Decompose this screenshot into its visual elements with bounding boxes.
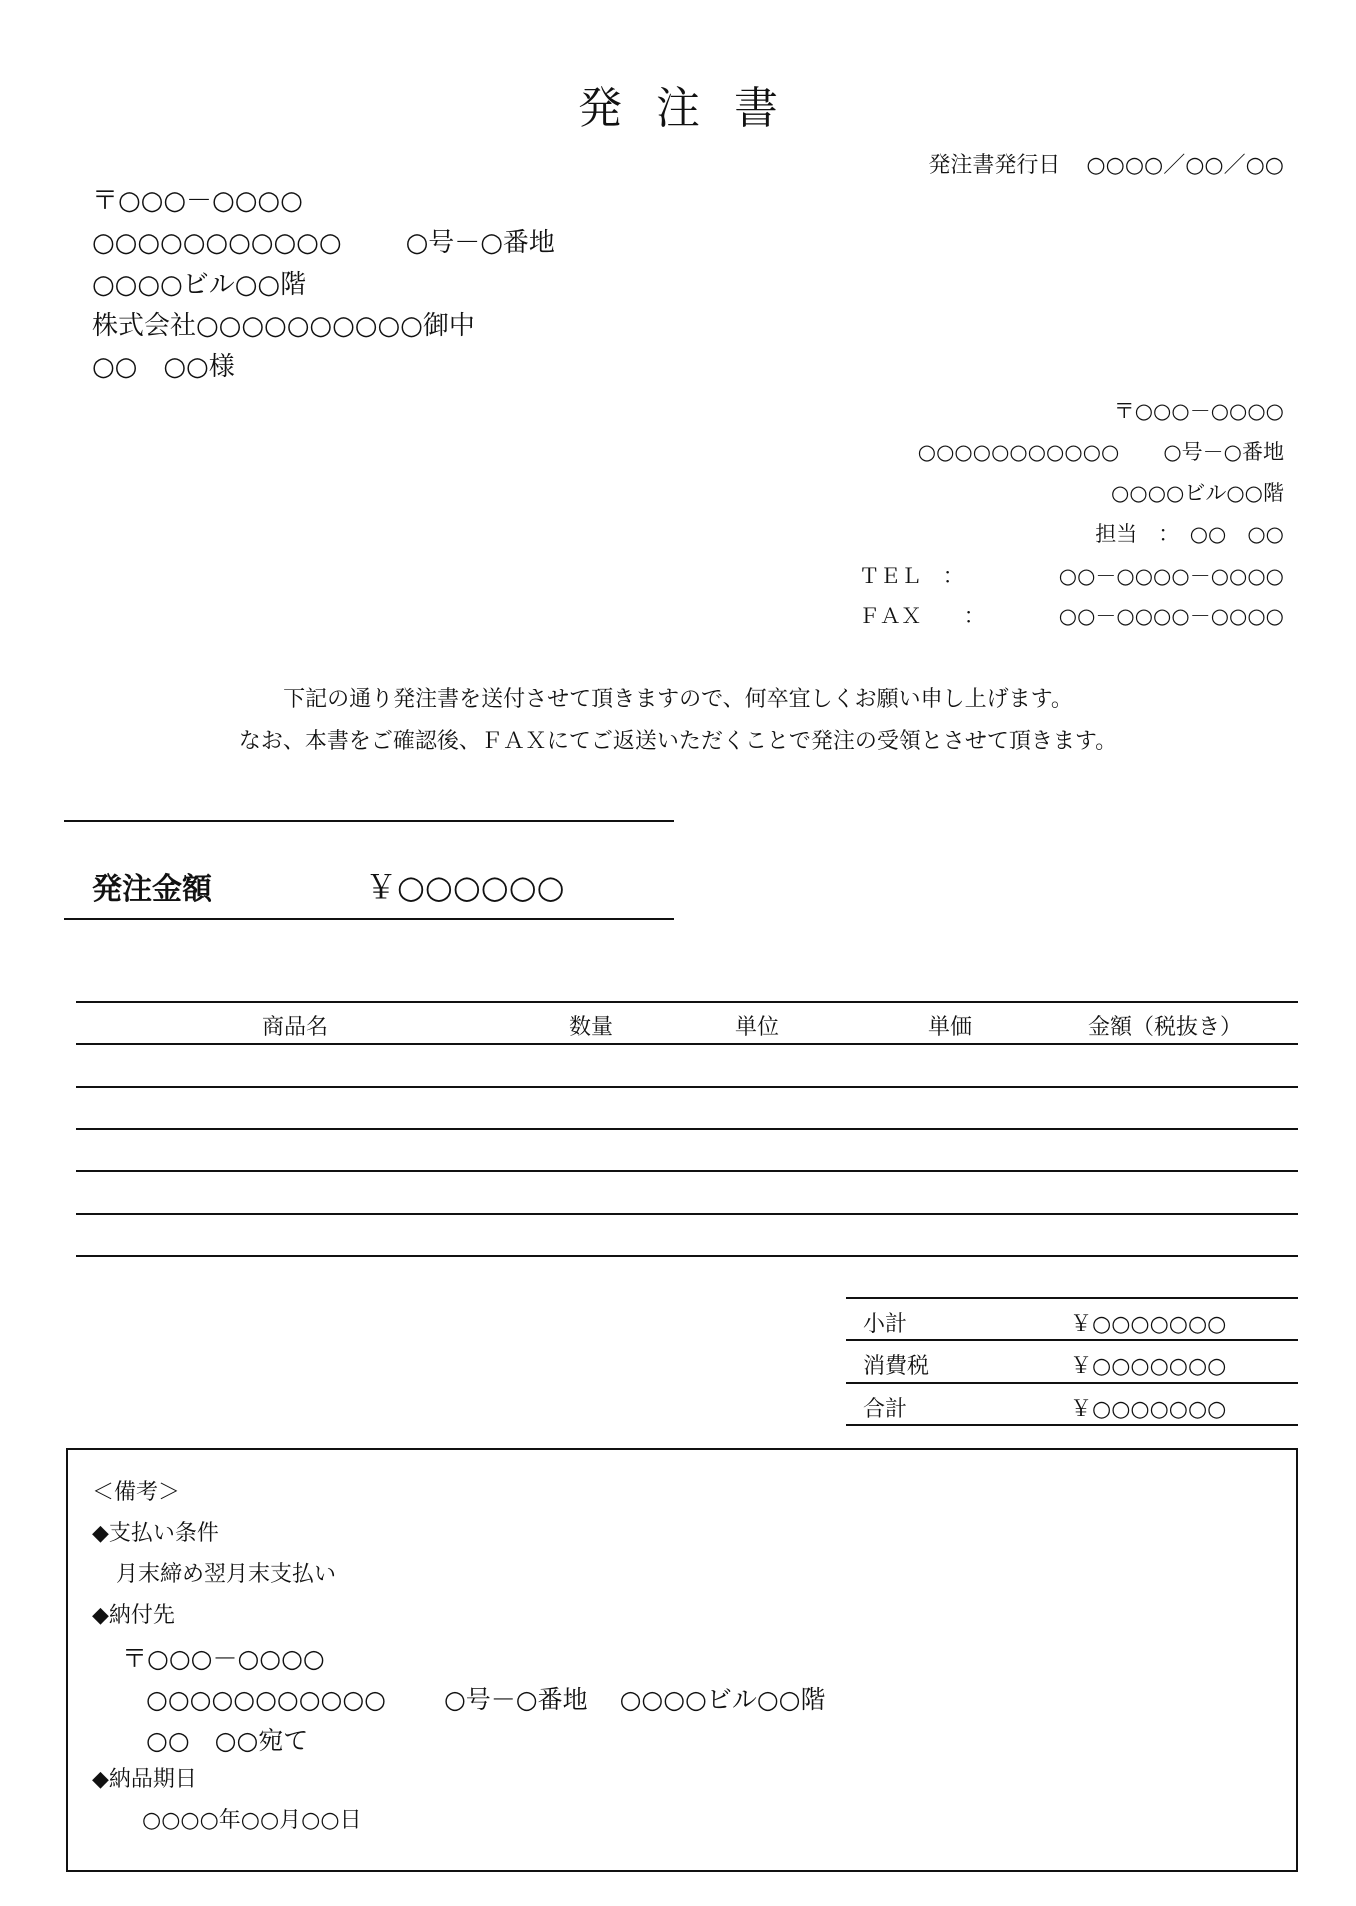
notes-delivery-address-a: ○○○○○○○○○○○: [146, 1685, 386, 1714]
summary-tax-value: ￥○○○○○○○: [1070, 1354, 1227, 1379]
summary-total-value: ￥○○○○○○○: [1070, 1397, 1227, 1422]
table-row-rule: [76, 1043, 1298, 1045]
notes-delivery-address: [146, 1680, 826, 1716]
recipient-address2: ○○○○ビル○○階: [92, 270, 307, 300]
amount-bottom-rule: [64, 918, 674, 920]
summary-total-label: 合計: [863, 1397, 908, 1422]
summary-rule: [846, 1297, 1298, 1299]
message-line2: なお、本書をご確認後、ＦＡＸにてご返送いただくことで発注の受領とさせて頂きます。: [238, 729, 1118, 754]
recipient-person: ○○ ○○様: [92, 352, 235, 382]
order-amount-label: 発注金額: [92, 872, 212, 907]
document-title: 発注書: [578, 83, 812, 134]
notes-date-title: ◆納品期日: [92, 1767, 197, 1792]
summary-rule: [846, 1339, 1298, 1341]
recipient-postal: 〒○○○－○○○○: [92, 186, 303, 216]
table-top-rule: [76, 1001, 1298, 1003]
sender-address1b: ○号－○番地: [1163, 440, 1284, 464]
notes-delivery-date: ○○○○年○○月○○日: [142, 1808, 362, 1833]
message-line1: 下記の通り発注書を送付させて頂きますので、何卒宜しくお願い申し上げます。: [283, 687, 1073, 712]
summary-subtotal-label: 小計: [863, 1312, 908, 1337]
notes-payment-terms: 月末締め翌月末支払い: [116, 1562, 337, 1587]
notes-payment-title: ◆支払い条件: [92, 1521, 219, 1546]
notes-delivery-title: ◆納付先: [92, 1603, 175, 1628]
summary-tax-label: 消費税: [863, 1354, 930, 1379]
table-row-rule: [76, 1255, 1298, 1257]
notes-delivery-address-b: ○号－○番地: [443, 1685, 588, 1714]
summary-subtotal-value: ￥○○○○○○○: [1070, 1312, 1227, 1337]
notes-delivery-postal: 〒○○○－○○○○: [122, 1644, 325, 1673]
issue-date-row: [928, 148, 1284, 179]
table-row-rule: [76, 1170, 1298, 1172]
notes-heading: ＜備考＞: [92, 1480, 181, 1505]
recipient-company: 株式会社○○○○○○○○○○御中: [92, 311, 475, 341]
sender-address1: ○○○○○○○○○○○: [917, 440, 1120, 464]
recipient-address1: ○○○○○○○○○○○: [92, 228, 342, 258]
header-amount-excl-tax: 金額（税抜き）: [1088, 1015, 1243, 1040]
table-row-rule: [76, 1086, 1298, 1088]
order-amount-value: ￥○○○○○○: [365, 868, 565, 906]
sender-tel-label: ＴＥＬ ：: [858, 564, 964, 588]
header-product-name: 商品名: [262, 1015, 329, 1040]
sender-fax: ○○－○○○○－○○○○: [1058, 604, 1284, 628]
summary-rule: [846, 1382, 1298, 1384]
sender-fax-label: ＦＡＸ ：: [858, 604, 985, 628]
table-row-rule: [76, 1128, 1298, 1130]
issue-date-label: 発注書発行日: [928, 153, 1061, 178]
header-unit: 単位: [735, 1015, 780, 1040]
sender-postal: 〒○○○－○○○○: [1113, 399, 1284, 423]
amount-top-rule: [64, 820, 674, 822]
recipient-address-line1: [92, 228, 555, 258]
summary-rule: [846, 1424, 1298, 1426]
notes-delivery-address-c: ○○○○ビル○○階: [619, 1685, 826, 1714]
sender-tel: ○○－○○○○－○○○○: [1058, 564, 1284, 588]
recipient-address1b: ○号－○番地: [405, 228, 555, 258]
sender-address-line1: [918, 436, 1284, 466]
sender-tel-row: [859, 560, 1284, 590]
sender-fax-row: [859, 600, 1284, 630]
sender-address2: ○○○○ビル○○階: [1111, 481, 1284, 505]
header-quantity: 数量: [569, 1015, 614, 1040]
issue-date-value: ○○○○／○○／○○: [1086, 153, 1284, 178]
table-row-rule: [76, 1213, 1298, 1215]
sender-staff: 担当 ： ○○ ○○: [1095, 522, 1284, 546]
header-unit-price: 単価: [928, 1015, 973, 1040]
notes-delivery-person: ○○ ○○宛て: [146, 1726, 309, 1755]
